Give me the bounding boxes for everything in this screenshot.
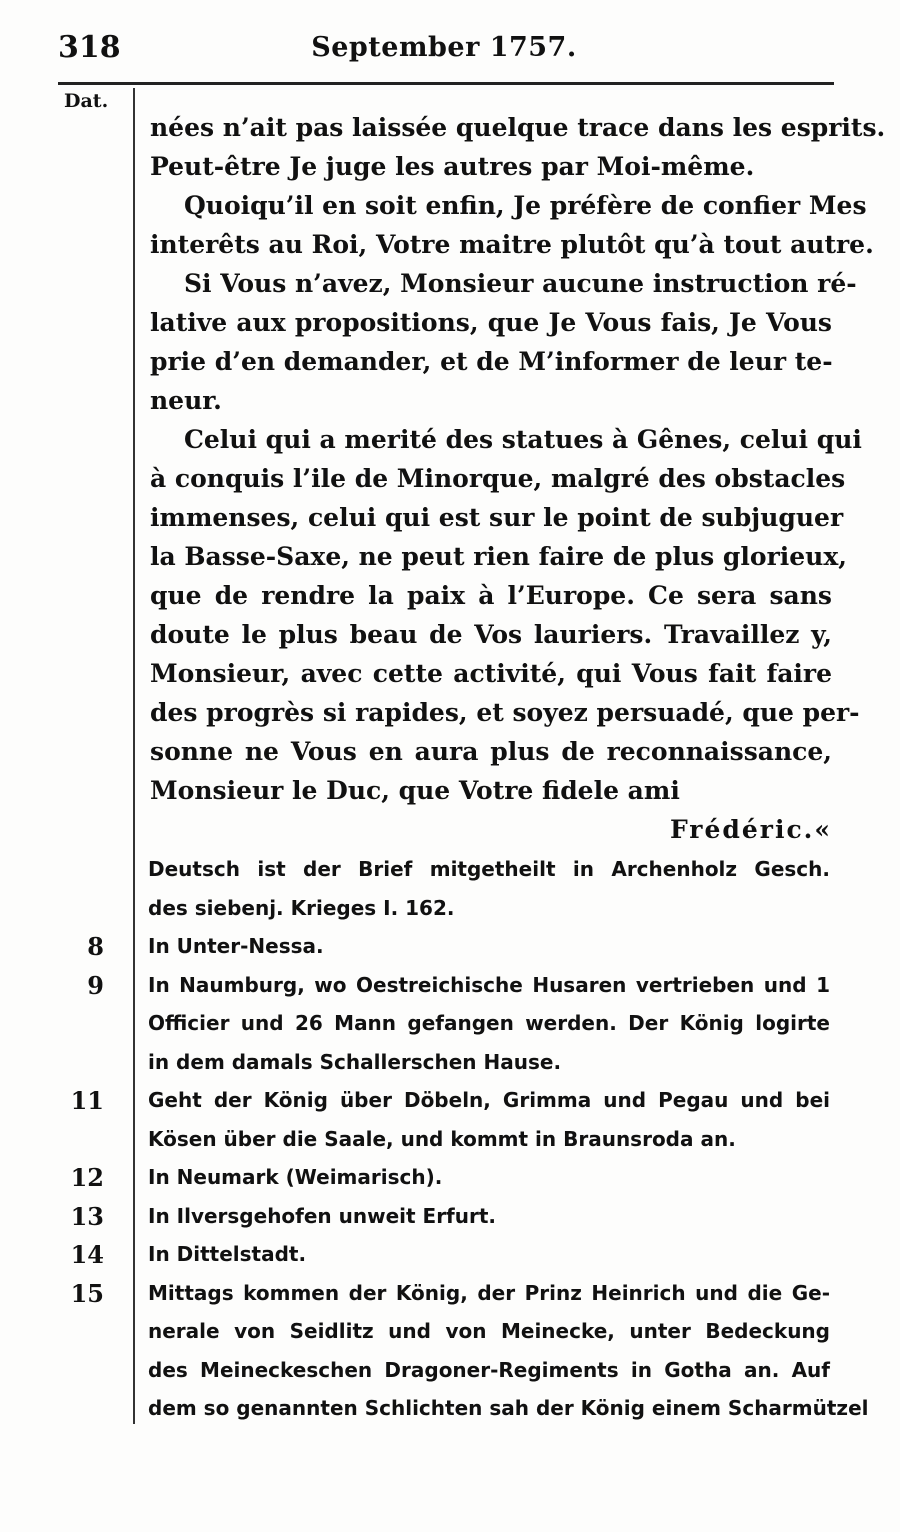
entry-line: in dem damals Schallerschen Hause.: [148, 1049, 562, 1074]
entry-line: In Naumburg, wo Oestreichische Husaren vertrieben und 1: [148, 972, 830, 997]
letter-line: des progrès si rapides, et soyez persuadé, que per-: [150, 698, 860, 727]
entry-date: 13: [70, 1201, 104, 1231]
entry-date: 12: [70, 1163, 104, 1192]
entry-line: Mittags kommen der König, der Prinz Heinrich und die Ge-: [148, 1280, 830, 1305]
diary-entries: [58, 850, 869, 1428]
diary-entry: [58, 1081, 830, 1158]
letter-line: Peut-être Je juge les autres par Moi-même.: [150, 152, 755, 181]
diary-entry: [58, 966, 830, 1082]
entry-date: 11: [70, 1086, 104, 1115]
letter-line: immenses, celui qui est sur le point de subjuguer: [150, 503, 844, 532]
diary-entry: [58, 1197, 830, 1236]
entry-line: dem so genannten Schlichten sah der König einem Scharmützel: [148, 1396, 869, 1420]
entry-line: In Dittelstadt.: [148, 1242, 307, 1266]
letter-text: [150, 108, 886, 849]
date-column-label: Dat.: [64, 90, 109, 112]
page-number: 318: [58, 30, 121, 65]
letter-line: neur.: [150, 386, 222, 415]
letter-line: Monsieur le Duc, que Votre fidele ami: [150, 776, 680, 805]
diary-entry: [58, 1158, 830, 1197]
entry-date: 8: [87, 932, 104, 961]
entry-line: In Neumark (Weimarisch).: [148, 1165, 443, 1189]
entry-line: Kösen über die Saale, und kommt in Braunsroda an.: [148, 1126, 736, 1151]
letter-line: interêts au Roi, Votre maitre plutôt qu’à tout autre.: [150, 230, 874, 259]
entry-text: [148, 1158, 830, 1197]
entry-line: Officier und 26 Mann gefangen werden. Der König logirte: [148, 1011, 830, 1035]
letter-line: Monsieur, avec cette activité, qui Vous fait faire: [150, 659, 832, 688]
entry-text: [148, 966, 830, 1082]
letter-line: sonne ne Vous en aura plus de reconnaissance,: [150, 737, 832, 766]
letter-line: Quoiqu’il en soit enfin, Je préfère de confier Mes: [184, 191, 867, 220]
entry-line: des siebenj. Krieges I. 162.: [148, 895, 455, 920]
entry-date: 15: [70, 1278, 104, 1308]
entry-text: [148, 850, 830, 927]
diary-entry: [58, 927, 830, 966]
entry-line: Deutsch ist der Brief mitgetheilt in Archenholz Gesch.: [148, 857, 830, 881]
letter-line: la Basse-Saxe, ne peut rien faire de plus glorieux,: [150, 542, 847, 571]
diary-entry: [58, 1235, 830, 1274]
entry-date: 9: [87, 970, 104, 1000]
entry-date: 14: [70, 1240, 104, 1269]
entry-text: [148, 1235, 830, 1274]
letter-line: Celui qui a merité des statues à Gênes, celui qui: [184, 425, 862, 454]
entry-line: nerale von Seidlitz und von Meinecke, unter Bedeckung: [148, 1319, 830, 1343]
entry-line: Geht der König über Döbeln, Grimma und Pegau und bei: [148, 1088, 830, 1112]
letter-line: doute le plus beau de Vos lauriers. Travaillez y,: [150, 620, 832, 649]
letter-line: que de rendre la paix à l’Europe. Ce sera sans: [150, 581, 832, 610]
letter-line: nées n’ait pas laissée quelque trace dans les esprits.: [150, 113, 886, 142]
entry-line: des Meineckeschen Dragoner-Regiments in Gotha an. Auf: [148, 1357, 830, 1382]
letter-line: Si Vous n’avez, Monsieur aucune instruction ré-: [184, 269, 857, 298]
entry-text: [148, 1197, 830, 1236]
entry-line: In Unter-Nessa.: [148, 934, 324, 958]
entry-text: [148, 1274, 869, 1428]
entry-line: In Ilversgehofen unweit Erfurt.: [148, 1203, 497, 1228]
diary-entry: [58, 1274, 869, 1428]
page-header: [58, 30, 830, 70]
entry-text: [148, 927, 830, 966]
letter-line: prie d’en demander, et de M’informer de leur te-: [150, 347, 833, 376]
signature: Frédéric.«: [670, 815, 832, 844]
entry-text: [148, 1081, 830, 1158]
diary-entry: [58, 850, 830, 927]
running-head: September 1757.: [311, 32, 577, 63]
letter-line: à conquis l’ile de Minorque, malgré des obstacles: [150, 464, 846, 493]
header-rule: [58, 82, 834, 85]
letter-line: lative aux propositions, que Je Vous fais, Je Vous: [150, 308, 832, 337]
